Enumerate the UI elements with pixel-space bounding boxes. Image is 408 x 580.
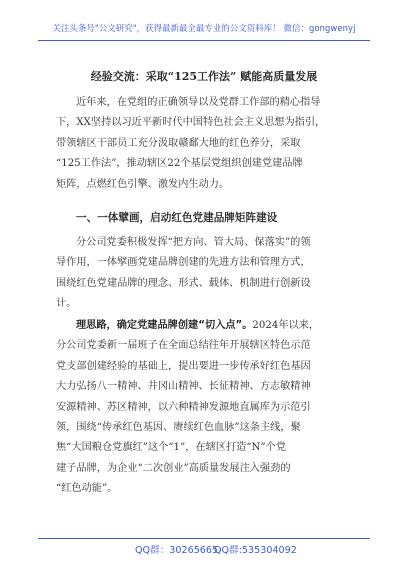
page-footer xyxy=(0,538,408,562)
section-heading-1: 一、一体擘画，启动红色党建品牌矩阵建设 xyxy=(76,212,278,224)
section1-line: 分公司党委积极发挥“把方向、管大局、保落实”的领 xyxy=(76,237,311,248)
section2-line: 大力弘扬八一精神、井冈山精神、长征精神、方志敏精神 xyxy=(56,381,311,393)
intro-line: 矩阵，点燃红色引擎、激发内生动力。 xyxy=(56,178,230,190)
intro-line: 近年来，在党组的正确领导以及党群工作部的精心指导 xyxy=(76,97,321,108)
section2-first-rest: 2024年以来， xyxy=(252,320,320,331)
section2-line: 分公司党委新一届班子在全面总结往年开展辖区特色示范 xyxy=(56,340,311,352)
intro-paragraph xyxy=(56,93,352,195)
section2-line: 党支部创建经验的基础上，提出要进一步传承好红色基因 xyxy=(56,360,311,372)
section2-line: 安源精神、苏区精神，以六种精神发源地直属库为示范引 xyxy=(56,401,311,413)
document-title: 经验交流：采取“125工作法” 赋能高质量发展 xyxy=(90,70,318,83)
header-promo-text: 关注头条号"公文研究"，获得最新最全最专业的公文资料库！ 微信：gongwenyj xyxy=(52,23,356,33)
section1-paragraph xyxy=(56,233,352,315)
intro-line: 下，XX坚持以习近平新时代中国特色社会主义思想为指引， xyxy=(56,117,326,129)
intro-line: “125工作法”，推动辖区22个基层党组织创建党建品牌 xyxy=(56,158,303,170)
footer-qq-group-2: QQ群:535304092 xyxy=(214,545,297,556)
section2-first-line xyxy=(56,316,352,336)
section1-line: 围绕红色党建品牌的理念、形式、载体、机制进行创新设 xyxy=(56,277,311,289)
section1-line: 计。 xyxy=(56,298,77,310)
section1-line: 导作用，一体擘画党建品牌创建的先进方法和管理方式， xyxy=(56,257,311,269)
section2-paragraph xyxy=(56,316,352,500)
section2-line: 领，围绕“传承红色基因、赓续红色血脉”这条主线，聚 xyxy=(56,422,301,434)
section2-line: “红色动能”。 xyxy=(56,483,118,495)
section2-lead-bold: 理思路，确定党建品牌创建“切入点”。 xyxy=(76,320,253,331)
footer-divider xyxy=(38,538,370,539)
header-divider xyxy=(38,40,370,41)
intro-line: 带领辖区干部员工充分汲取赣鄱大地的红色养分，采取 xyxy=(56,137,301,149)
section2-line: 焦“大国粮仓党旗红”这个“1”，在辖区打造“N”个党 xyxy=(56,442,287,454)
footer-qq-group-1: QQ群：30265665 xyxy=(135,545,219,556)
page-header xyxy=(0,0,408,44)
section2-line: 建子品牌，为企业“二次创业”高质量发展注入强劲的 xyxy=(56,462,291,474)
